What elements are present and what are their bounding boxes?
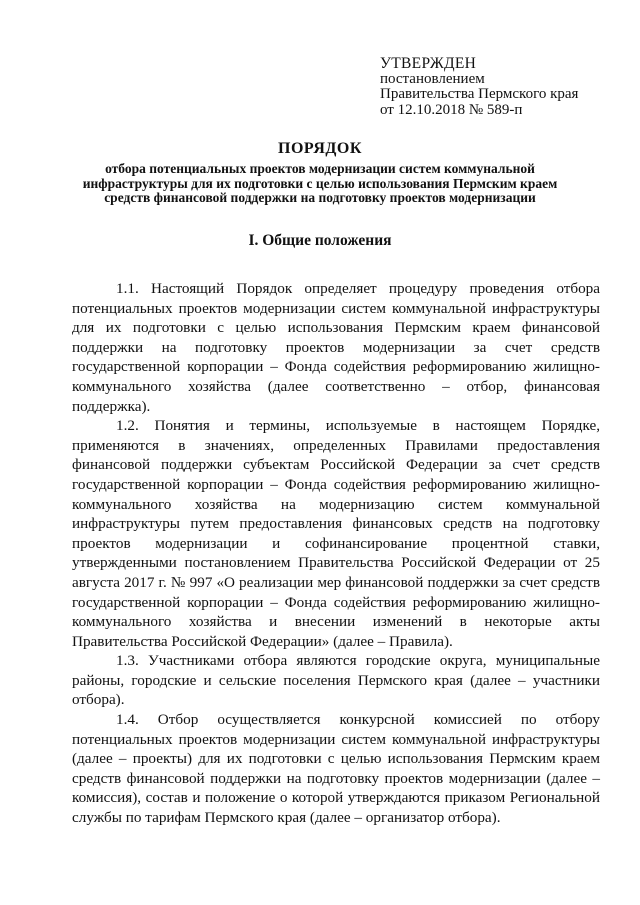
approval-line-1: постановлением	[380, 70, 485, 87]
approval-heading: УТВЕРЖДЕН	[380, 55, 477, 72]
document-body	[72, 279, 600, 828]
paragraph-1-2: 1.2. Понятия и термины, используемые в настоящем Порядке, применяются в значениях, определенных Правилами предоставления финансовой поддержки субъектам Российской Федерации за счет средств государственной корпорации – Фонда содействия реформированию жилищно-коммунального хозяйства на модернизацию систем коммунальной инфраструктуры путем предоставления финансовых средств на подготовку проектов модернизации и софинансирование процентной ставки, утвержденными постановлением Правительства Российской Федерации от 25 августа 2017 г. № 997 «О реализации мер финансовой поддержки за счет средств государственной корпорации – Фонда содействия реформированию жилищно-коммунального хозяйства и внесении изменений в некоторые акты Правительства Российской Федерации» (далее – Правила).	[72, 417, 600, 650]
title-main: ПОРЯДОК	[278, 140, 362, 157]
section-heading: I. Общие положения	[248, 232, 392, 249]
title-subtitle: отбора потенциальных проектов модернизации систем коммунальной инфраструктуры для их подготовки с целью использования Пермским краем средств финансовой поддержки на подготовку проектов модернизации	[82, 161, 558, 205]
paragraph-1-1: 1.1. Настоящий Порядок определяет процедуру проведения отбора потенциальных проектов модернизации систем коммунальной инфраструктуры для их подготовки с целью использования Пермским краем финансовой поддержки на подготовку проектов модернизации за счет средств государственной корпорации – Фонда содействия реформированию жилищно-коммунального хозяйства (далее соответственно – отбор, финансовая поддержка).	[72, 280, 600, 415]
document-title	[60, 140, 580, 206]
paragraph-1-4: 1.4. Отбор осуществляется конкурсной комиссией по отбору потенциальных проектов модернизации систем коммунальной инфраструктуры (далее – проекты) для их подготовки с целью использования Пермским краем средств финансовой поддержки на подготовку проектов модернизации (далее – комиссия), состав и положение о которой утверждаются приказом Региональной службы по тарифам Пермского края (далее – организатор отбора).	[72, 711, 600, 827]
approval-stamp	[380, 56, 620, 118]
approval-line-2: Правительства Пермского края	[380, 86, 579, 102]
approval-line-3: от 12.10.2018 № 589-п	[380, 101, 523, 118]
paragraph-1-3: 1.3. Участниками отбора являются городские округа, муниципальные районы, городские и сельские поселения Пермского края (далее – участники отбора).	[72, 652, 600, 709]
